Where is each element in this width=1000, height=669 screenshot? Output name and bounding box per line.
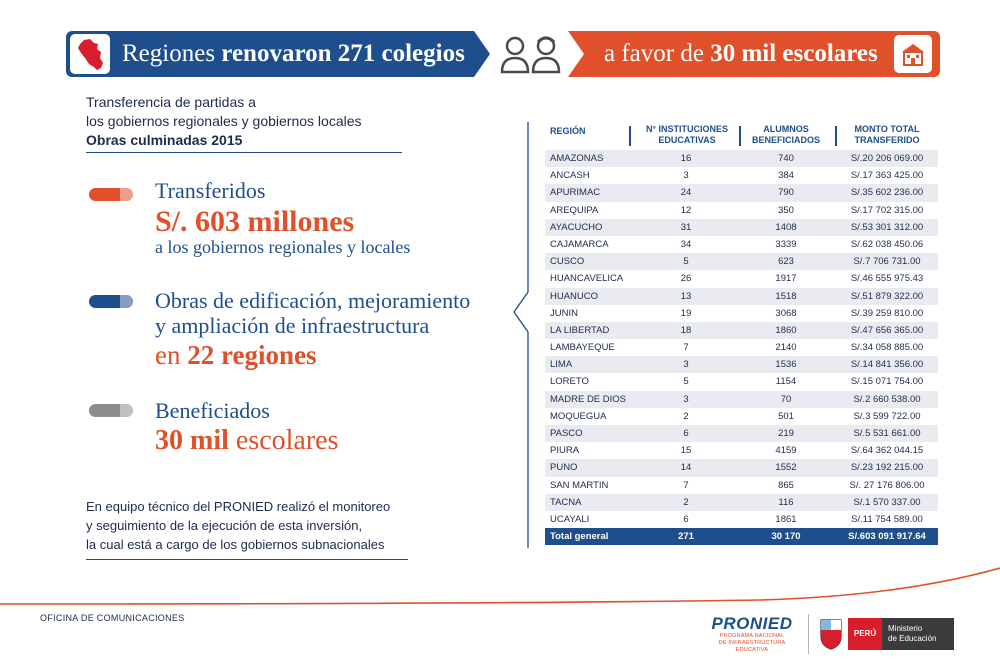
cell-region: PIURA [550, 445, 580, 457]
cell-monto: S/.17 363 425.00 [850, 170, 924, 182]
cell-alum: 2140 [775, 342, 797, 354]
header-monto-1: MONTO TOTAL [854, 124, 920, 134]
table-row [545, 408, 938, 425]
cell-inst: 12 [680, 204, 692, 216]
pronied-name: PRONIED [711, 614, 793, 633]
header-right-light: a favor de [604, 40, 704, 67]
cell-inst: 19 [680, 307, 692, 319]
cell-alum: 1552 [775, 462, 797, 474]
total-label: Total general [550, 531, 609, 543]
cell-inst: 5 [683, 376, 689, 388]
cell-alum: 1154 [775, 376, 797, 388]
table-row [545, 459, 938, 476]
ministerio-line-2: de Educación [888, 634, 937, 643]
table-row [545, 219, 938, 236]
cell-region: TACNA [550, 496, 582, 508]
header-arrow-right [568, 31, 584, 77]
table-row [545, 356, 938, 373]
cell-alum: 70 [780, 393, 792, 405]
cell-region: CUSCO [550, 256, 585, 268]
cell-inst: 2 [683, 496, 689, 508]
logo-divider [808, 614, 809, 654]
peru-map-icon [70, 34, 110, 74]
stat-obras-line-1: Obras de edificación, mejoramiento [155, 288, 471, 313]
ministerio-badge [882, 618, 954, 650]
bullet-pill-blue [89, 295, 133, 308]
cell-monto: S/.53 301 312.00 [850, 221, 924, 233]
cell-alum: 623 [778, 256, 794, 268]
cell-alum: 1861 [775, 513, 797, 525]
cell-monto: S/.15 071 754.00 [850, 376, 924, 388]
cell-region: CAJAMARCA [550, 238, 609, 250]
intro-line-2: los gobiernos regionales y gobiernos locales [86, 113, 362, 129]
stat-obras-pre: en [155, 340, 181, 370]
cell-inst: 13 [680, 290, 692, 302]
table-row [545, 442, 938, 459]
header-left-light: Regiones [122, 40, 216, 67]
header-inst-1: N° INSTITUCIONES [645, 124, 729, 134]
cell-inst: 6 [683, 428, 689, 439]
students-icon [498, 32, 564, 76]
stat-beneficiados-count [155, 425, 339, 457]
intro-line-1: Transferencia de partidas a [86, 94, 256, 110]
table-row [545, 167, 938, 184]
table-row [545, 270, 938, 287]
cell-monto: S/.64 362 044.15 [850, 445, 924, 457]
cell-inst: 2 [683, 410, 689, 422]
header-monto-2: TRANSFERIDO [854, 135, 920, 145]
cell-monto: S/.46 555 975.43 [850, 273, 924, 285]
cell-alum: 1536 [775, 359, 797, 371]
cell-region: LIMA [550, 359, 573, 371]
total-alum: 30 170 [771, 531, 801, 543]
table-row [545, 236, 938, 253]
cell-monto: S/.14 841 356.00 [850, 359, 924, 371]
header-left-bold: renovaron 271 colegios [221, 40, 465, 67]
header-instituciones [637, 124, 737, 146]
cell-inst: 16 [680, 153, 692, 164]
footnote-line-2: y seguimiento de la ejecución de esta inversión, [86, 518, 363, 533]
cell-alum: 4159 [775, 445, 797, 457]
cell-inst: 5 [683, 256, 689, 268]
cell-inst: 34 [680, 238, 692, 250]
cell-region: PUNO [550, 462, 578, 474]
cell-region: JUNIN [550, 307, 578, 319]
cell-region: SAN MARTIN [550, 479, 609, 491]
cell-inst: 3 [683, 170, 689, 182]
cell-monto: S/.35 602 236.00 [850, 187, 924, 199]
table-row [545, 322, 938, 339]
header-alum-1: ALUMNOS [763, 124, 809, 134]
cell-monto: S/.39 259 810.00 [850, 307, 924, 319]
cell-inst: 6 [683, 513, 689, 525]
cell-alum: 1917 [775, 273, 797, 285]
cell-monto: S/.1 570 337.00 [853, 496, 921, 508]
cell-monto: S/.17 702 315.00 [850, 204, 924, 216]
header-alum-2: BENEFICIADOS [751, 135, 820, 145]
table-row [545, 150, 938, 167]
cell-monto: S/.51 879 322.00 [850, 290, 924, 302]
cell-monto: S/.3 599 722.00 [853, 410, 921, 422]
pronied-logo [707, 615, 797, 654]
cell-alum: 384 [778, 170, 794, 182]
pronied-sub-1: PROGRAMA NACIONAL [719, 633, 785, 639]
cell-inst: 18 [680, 324, 692, 336]
cell-alum: 1860 [775, 324, 797, 336]
cell-alum: 790 [778, 187, 794, 199]
header-arrow-left [474, 31, 490, 77]
cell-monto: S/.7 706 731.00 [853, 256, 921, 268]
header-right-banner [584, 31, 940, 77]
total-inst: 271 [678, 531, 694, 543]
cell-alum: 1518 [775, 290, 797, 302]
cell-region: HUANUCO [550, 290, 599, 302]
cell-region: AREQUIPA [550, 204, 599, 216]
header-monto [841, 124, 933, 146]
bullet-pill-gray [89, 404, 133, 417]
table-row [545, 253, 938, 270]
cell-region: MOQUEGUA [550, 410, 607, 422]
stat-transferidos-amount: S/. 603 millones [155, 205, 355, 238]
cell-alum: 116 [778, 496, 794, 508]
cell-alum: 219 [778, 428, 794, 439]
cell-region: LORETO [550, 376, 589, 388]
cell-monto: S/.62 038 450.06 [850, 238, 924, 250]
cell-region: ANCASH [550, 170, 590, 182]
table-row [545, 391, 938, 408]
table-row [545, 511, 938, 528]
total-monto: S/.603 091 917.64 [848, 531, 926, 543]
cell-region: AYACUCHO [550, 221, 603, 233]
cell-region: LA LIBERTAD [550, 324, 610, 336]
table-row [545, 288, 938, 305]
bullet-pill-red [89, 188, 133, 201]
cell-monto: S/.20 206 069.00 [850, 153, 924, 164]
table-row [545, 339, 938, 356]
cell-alum: 3339 [775, 238, 797, 250]
cell-region: APURIMAC [550, 187, 601, 199]
header-alumnos [741, 124, 831, 146]
cell-monto: S/. 27 176 806.00 [849, 479, 925, 491]
cell-inst: 3 [683, 393, 689, 405]
cell-inst: 26 [680, 273, 692, 285]
office-label: OFICINA DE COMUNICACIONES [40, 613, 185, 623]
cell-monto: S/.47 656 365.00 [850, 324, 924, 336]
table-row [545, 425, 938, 442]
header-region: REGIÓN [550, 126, 586, 136]
table-row [545, 202, 938, 219]
header-left-title [122, 31, 465, 77]
intro-line-3: Obras culminadas 2015 [86, 132, 243, 148]
table-row [545, 477, 938, 494]
cell-alum: 350 [778, 204, 794, 216]
cell-region: PASCO [550, 428, 583, 439]
cell-inst: 7 [683, 479, 689, 491]
intro-text [86, 93, 406, 150]
school-icon [894, 35, 932, 73]
table-row [545, 373, 938, 390]
ministerio-line-1: Ministerio [888, 624, 923, 633]
cell-alum: 3068 [775, 307, 797, 319]
cell-inst: 3 [683, 359, 689, 371]
cell-monto: S/.2 660 538.00 [853, 393, 921, 405]
peru-shield-icon [818, 616, 844, 650]
cell-region: HUANCAVELICA [550, 273, 624, 285]
pronied-sub-2: DE INFRAESTRUCTURA EDUCATIVA [718, 640, 786, 653]
cell-monto: S/.5 531 661.00 [853, 428, 921, 439]
header-left-banner [66, 31, 474, 77]
regions-table [545, 122, 938, 545]
cell-monto: S/.11 754 589.00 [851, 513, 923, 525]
cell-alum: 1408 [775, 221, 797, 233]
intro-divider [86, 152, 402, 153]
footnote-line-1: En equipo técnico del PRONIED realizó el monitoreo [86, 499, 391, 514]
cell-alum: 865 [778, 479, 794, 491]
table-bracket [510, 120, 534, 550]
header-inst-2: EDUCATIVAS [658, 135, 716, 145]
stat-obras-big: 22 regiones [187, 340, 317, 370]
header-right-title [604, 31, 878, 77]
cell-alum: 740 [778, 153, 794, 164]
table-body [545, 150, 938, 528]
stat-beneficiados-label: Beneficiados [155, 398, 270, 423]
table-row [545, 305, 938, 322]
footnote-line-3: la cual está a cargo de los gobiernos subnacionales [86, 537, 385, 552]
table-row [545, 184, 938, 201]
stat-transferidos-label: Transferidos [155, 178, 266, 203]
footer-curve [0, 560, 1000, 620]
stat-beneficiados-big: 30 mil [155, 425, 229, 456]
cell-alum: 501 [778, 410, 794, 422]
cell-region: LAMBAYEQUE [550, 342, 615, 354]
cell-inst: 15 [680, 445, 692, 457]
header-right-bold: 30 mil escolares [710, 40, 878, 67]
cell-region: UCAYALI [550, 513, 590, 525]
cell-inst: 7 [683, 342, 689, 354]
cell-region: AMAZONAS [550, 153, 604, 164]
cell-monto: S/.34 058 885.00 [850, 342, 924, 354]
cell-inst: 31 [680, 221, 692, 233]
footnote-text [86, 497, 416, 554]
stat-beneficiados-rest: escolares [235, 425, 339, 456]
cell-inst: 14 [680, 462, 692, 474]
stat-obras-regions [155, 340, 316, 371]
table-row [545, 494, 938, 511]
cell-region: MADRE DE DIOS [550, 393, 627, 405]
stat-transferidos-sub: a los gobiernos regionales y locales [155, 237, 411, 257]
stat-obras-line-2: y ampliación de infraestructura [155, 313, 430, 338]
cell-inst: 24 [680, 187, 692, 199]
peru-badge: PERÚ [848, 618, 882, 650]
cell-monto: S/.23 192 215.00 [850, 462, 924, 474]
table-total-row [545, 528, 938, 545]
table-header [545, 122, 938, 150]
